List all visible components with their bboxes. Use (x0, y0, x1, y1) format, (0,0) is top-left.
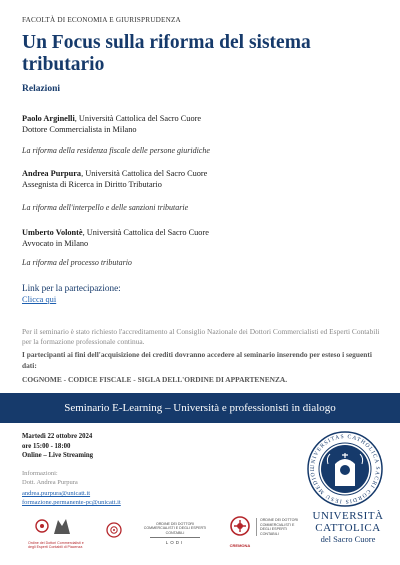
university-line-1: UNIVERSITÀ (312, 510, 384, 522)
speaker-1-talk: La riforma della residenza fiscale delle persone giuridiche (22, 146, 210, 155)
contact-person: Dott. Andrea Purpura (22, 478, 78, 486)
logo-lodi-text: ORDINE DEI DOTTORI COMMERCIALISTI E DEGLI ESPERTI CONTABILI (143, 522, 207, 535)
participation-heading: Link per la partecipazione: (22, 283, 121, 293)
accreditation-note: Per il seminario è stato richiesto l'accreditamento al Consiglio Nazionale dei Dottori Commercialisti ed Esperti Contabili per la formazione professionale continua. (22, 327, 380, 347)
speaker-2-name: Andrea Purpura (22, 169, 82, 178)
banner-text: Seminario E-Learning – Università e professionisti in dialogo (64, 402, 336, 414)
requirement-note: I partecipanti ai fini dell'acquisizione dei crediti dovranno accedere al seminario inserendo per esteso i seguenti dati: (22, 350, 372, 370)
page-title: Un Focus sulla riforma del sistema tributario (22, 32, 311, 75)
logo-cremona-text: ORDINE DEI DOTTORI COMMERCIALISTI E DEGLI ESPERTI CONTABILI (260, 518, 299, 536)
speaker-2 (22, 168, 207, 190)
contact-email-2[interactable]: formazione.permanente-pc@unicatt.it (22, 499, 121, 506)
speaker-1-affiliation: , Università Cattolica del Sacro Cuore (74, 114, 202, 123)
university-line-3: del Sacro Cuore (320, 534, 376, 544)
speaker-3-affiliation: , Università Cattolica del Sacro Cuore (82, 228, 209, 237)
faculty-label: FACOLTÀ DI ECONOMIA E GIURISPRUDENZA (22, 16, 181, 24)
logo-piacenza-text: Ordine dei Dottori Commercialisti e degli Esperti Contabili di Piacenza (28, 541, 84, 550)
logo-lodi-divider (150, 537, 200, 538)
contact-email-1[interactable]: andrea.purpura@unicatt.it (22, 490, 91, 497)
speaker-3 (22, 227, 209, 249)
participation-link[interactable]: Clicca qui (22, 295, 57, 304)
banner (0, 393, 400, 423)
contact-label: Informazioni: (22, 470, 58, 477)
logo-piacenza (28, 516, 88, 556)
speaker-3-talk: La riforma del processo tributario (22, 258, 132, 267)
speaker-3-name: Umberto Volontè (22, 228, 83, 237)
logo-lodi-city: LODI (165, 540, 185, 546)
speaker-2-affiliation: , Università Cattolica del Sacro Cuore (81, 169, 208, 178)
event-details (22, 432, 93, 461)
speaker-3-role: Avvocato in Milano (22, 239, 89, 248)
speaker-1 (22, 113, 201, 135)
section-subtitle: Relazioni (22, 84, 60, 94)
speaker-2-role: Assegnista di Ricerca in Diritto Tributario (22, 180, 162, 189)
speaker-1-name: Paolo Arginelli (22, 114, 75, 123)
logo-lodi-emblem (104, 520, 124, 540)
piacenza-emblem-icon (28, 516, 88, 536)
event-time: ore 15:00 - 18:00 (22, 442, 71, 450)
university-seal-icon (306, 430, 384, 508)
university-name (306, 510, 390, 544)
lodi-emblem-icon (104, 520, 124, 540)
university-seal (306, 430, 384, 508)
logo-cremona (226, 514, 254, 554)
university-line-2: CATTOLICA (315, 522, 381, 534)
cremona-emblem-icon (228, 514, 252, 538)
seal-text: UNIVERSITAS CATHOLICA SACRI CORDIS IESU MEDIOL (309, 433, 381, 505)
contact-info (22, 470, 78, 488)
logo-cremona-label (256, 518, 302, 536)
logo-lodi (140, 522, 210, 545)
speaker-1-role: Dottore Commercialista in Milano (22, 125, 137, 134)
event-mode: Online – Live Streaming (22, 452, 94, 460)
required-codes: COGNOME - CODICE FISCALE - SIGLA DELL'ORDINE DI APPARTENENZA. (22, 375, 288, 384)
logo-cremona-city: CREMONA (229, 543, 251, 548)
speaker-2-talk: La riforma dell'interpello e delle sanzioni tributarie (22, 203, 189, 212)
event-date: Martedì 22 ottobre 2024 (22, 433, 93, 440)
